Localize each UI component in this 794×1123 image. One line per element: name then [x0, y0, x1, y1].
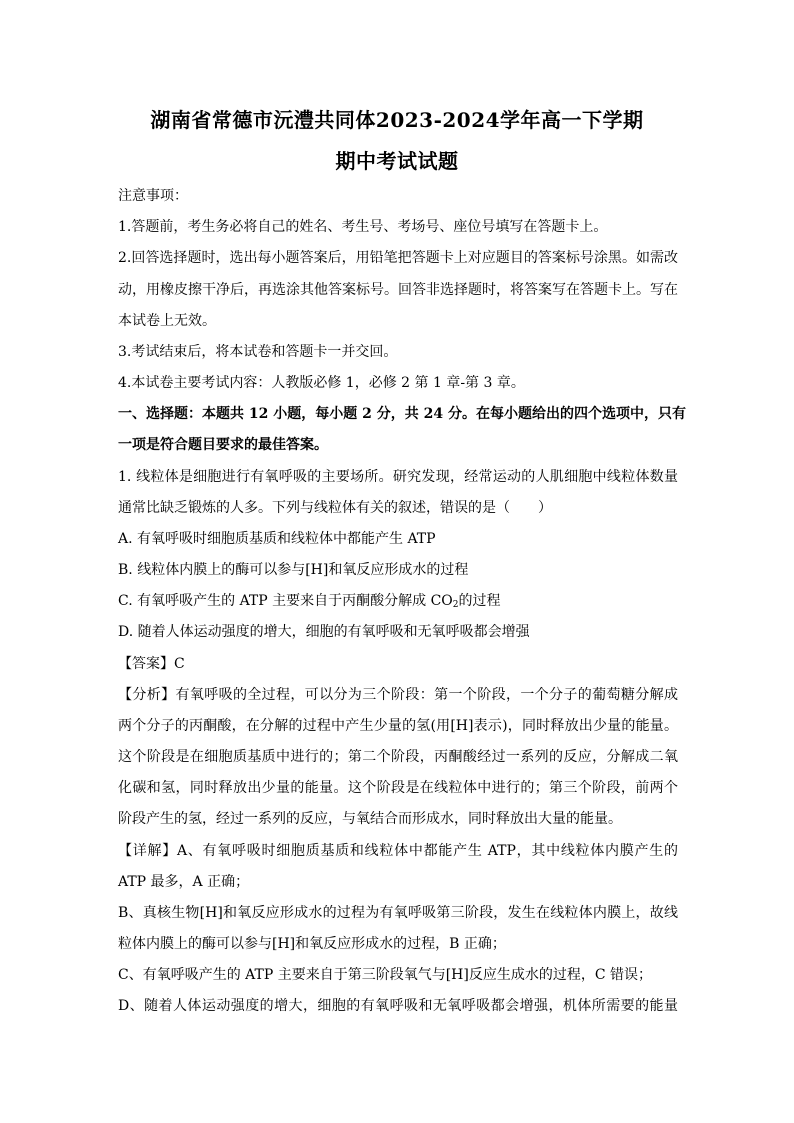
notice-item-4: 4.本试卷主要考试内容：人教版必修 1，必修 2 第 1 章-第 3 章。: [118, 375, 525, 391]
analysis-line-1: 【分析】有氧呼吸的全过程，可以分为三个阶段：第一个阶段，一个分子的葡萄糖分解成: [118, 687, 678, 703]
section-heading-line-2: 一项是符合题目要求的最佳答案。: [118, 437, 328, 453]
page-subtitle: 期中考试试题: [335, 149, 459, 173]
option-c-text: C. 有氧呼吸产生的 ATP 主要来自于丙酮酸分解成 CO: [118, 593, 453, 609]
analysis-line-5: 阶段产生的氢，经过一系列的反应，与氧结合而形成水，同时释放出大量的能量。: [118, 811, 622, 827]
detail-line-6: D、随着人体运动强度的增大，细胞的有氧呼吸和无氧呼吸都会增强，机体所需要的能量: [118, 998, 678, 1014]
section-heading-line-1: 一、选择题：本题共 12 小题，每小题 2 分，共 24 分。在每小题给出的四个选项中，只有: [118, 406, 686, 422]
option-a: A. 有氧呼吸时细胞质基质和线粒体中都能产生 ATP: [118, 531, 436, 547]
analysis-line-3: 这个阶段是在细胞质基质中进行的；第二个阶段，丙酮酸经过一系列的反应，分解成二氧: [118, 749, 678, 765]
detail-line-3: B、真核生物[H]和氧反应形成水的过程为有氧呼吸第三阶段，发生在线粒体内膜上，故线: [118, 905, 678, 921]
notice-item-3: 3.考试结束后，将本试卷和答题卡一并交回。: [118, 344, 398, 360]
notice-item-1: 1.答题前，考生务必将自己的姓名、考生号、考场号、座位号填写在答题卡上。: [118, 219, 608, 235]
detail-line-2: ATP 最多，A 正确；: [118, 874, 250, 890]
question-1-stem-line-1: 1. 线粒体是细胞进行有氧呼吸的主要场所。研究发现，经常运动的人肌细胞中线粒体数量: [118, 469, 678, 485]
notice-heading: 注意事项：: [118, 188, 188, 204]
detail-line-5: C、有氧呼吸产生的 ATP 主要来自于第三阶段氧气与[H]反应生成水的过程，C 错误；: [118, 967, 653, 983]
detail-line-1: 【详解】A、有氧呼吸时细胞质基质和线粒体中都能产生 ATP，其中线粒体内膜产生的: [118, 843, 678, 859]
option-b: B. 线粒体内膜上的酶可以参与[H]和氧反应形成水的过程: [118, 562, 469, 578]
option-c-text-end: 的过程: [458, 593, 501, 609]
answer: 【答案】C: [118, 656, 185, 672]
option-c-subscript: 2: [452, 600, 459, 610]
notice-item-2-line-2: 动，用橡皮擦干净后，再选涂其他答案标号。回答非选择题时，将答案写在答题卡上。写在: [118, 282, 678, 298]
analysis-line-4: 化碳和氢，同时释放出少量的能量。这个阶段是在线粒体中进行的；第三个阶段，前两个: [118, 780, 678, 796]
question-1-stem-line-2: 通常比缺乏锻炼的人多。下列与线粒体有关的叙述，错误的是（ ）: [118, 500, 552, 516]
page-title: 湖南省常德市沅澧共同体2023-2024学年高一下学期: [150, 108, 644, 132]
notice-item-2-line-1: 2.回答选择题时，选出每小题答案后，用铅笔把答题卡上对应题目的答案标号涂黑。如需改: [118, 250, 678, 266]
notice-item-2-line-3: 本试卷上无效。: [118, 313, 216, 329]
option-d: D. 随着人体运动强度的增大，细胞的有氧呼吸和无氧呼吸都会增强: [118, 624, 530, 640]
option-c: [118, 592, 678, 610]
analysis-line-2: 两个分子的丙酮酸，在分解的过程中产生少量的氢(用[H]表示)，同时释放出少量的能量。: [118, 718, 678, 734]
detail-line-4: 粒体内膜上的酶可以参与[H]和氧反应形成水的过程，B 正确；: [118, 936, 506, 952]
